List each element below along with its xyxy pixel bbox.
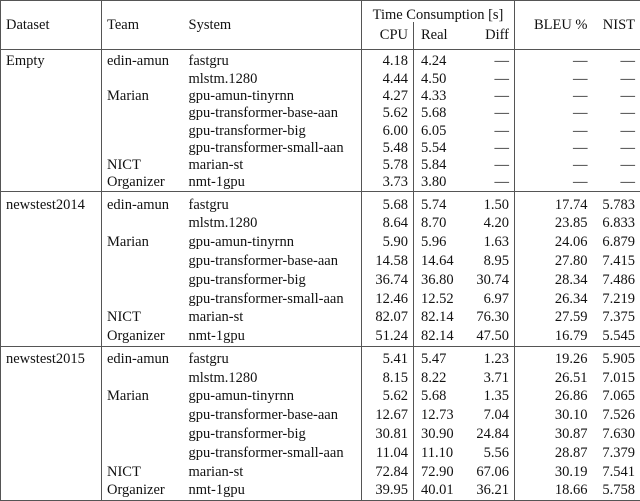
system-cell: gpu-transformer-big xyxy=(184,425,362,444)
real-cell: 82.14 xyxy=(414,327,464,346)
bleu-cell: — xyxy=(515,174,593,192)
dataset-cell xyxy=(1,214,102,233)
system-cell: gpu-transformer-base-aan xyxy=(184,252,362,271)
system-cell: nmt-1gpu xyxy=(184,481,362,500)
table-row xyxy=(1,122,640,139)
real-cell: 72.90 xyxy=(414,463,464,482)
table-row xyxy=(1,463,640,482)
diff-cell: 6.97 xyxy=(464,289,515,308)
diff-cell: — xyxy=(464,139,515,156)
nist-cell: 5.758 xyxy=(593,481,640,500)
table-row xyxy=(1,157,640,174)
dataset-cell xyxy=(1,481,102,500)
system-cell: marian-st xyxy=(184,157,362,174)
bleu-cell: — xyxy=(515,70,593,87)
dataset-cell xyxy=(1,425,102,444)
diff-cell: 24.84 xyxy=(464,425,515,444)
cpu-cell: 11.04 xyxy=(362,444,414,463)
diff-cell: 3.71 xyxy=(464,369,515,388)
nist-cell: — xyxy=(593,122,640,139)
system-cell: gpu-amun-tinyrnn xyxy=(184,233,362,252)
system-cell: marian-st xyxy=(184,308,362,327)
dataset-cell xyxy=(1,289,102,308)
bleu-cell: — xyxy=(515,50,593,71)
bleu-cell: 23.85 xyxy=(515,214,593,233)
cpu-cell: 51.24 xyxy=(362,327,414,346)
system-cell: fastgru xyxy=(184,346,362,368)
system-cell: marian-st xyxy=(184,463,362,482)
nist-cell: 5.783 xyxy=(593,192,640,214)
header-team: Team xyxy=(102,1,184,50)
team-cell: edin-amun xyxy=(102,50,184,71)
diff-cell: 1.63 xyxy=(464,233,515,252)
cpu-cell: 6.00 xyxy=(362,122,414,139)
header-system: System xyxy=(184,1,362,50)
dataset-cell xyxy=(1,70,102,87)
real-cell: 6.05 xyxy=(414,122,464,139)
diff-cell: 1.23 xyxy=(464,346,515,368)
nist-cell: — xyxy=(593,157,640,174)
nist-cell: 7.375 xyxy=(593,308,640,327)
header-time-consumption: Time Consumption [s] xyxy=(362,1,515,23)
table-row xyxy=(1,444,640,463)
cpu-cell: 8.15 xyxy=(362,369,414,388)
team-cell xyxy=(102,70,184,87)
real-cell: 5.54 xyxy=(414,139,464,156)
system-cell: fastgru xyxy=(184,50,362,71)
real-cell: 5.47 xyxy=(414,346,464,368)
diff-cell: 1.35 xyxy=(464,387,515,406)
bleu-cell: 18.66 xyxy=(515,481,593,500)
team-cell: Organizer xyxy=(102,174,184,192)
diff-cell: 8.95 xyxy=(464,252,515,271)
real-cell: 82.14 xyxy=(414,308,464,327)
system-cell: fastgru xyxy=(184,192,362,214)
bleu-cell: 28.34 xyxy=(515,271,593,290)
bleu-cell: — xyxy=(515,105,593,122)
nist-cell: 6.833 xyxy=(593,214,640,233)
real-cell: 40.01 xyxy=(414,481,464,500)
dataset-cell xyxy=(1,387,102,406)
system-cell: mlstm.1280 xyxy=(184,214,362,233)
system-cell: nmt-1gpu xyxy=(184,174,362,192)
table-row xyxy=(1,346,640,368)
table-row xyxy=(1,50,640,71)
real-cell: 5.74 xyxy=(414,192,464,214)
dataset-cell xyxy=(1,122,102,139)
nist-cell: 7.486 xyxy=(593,271,640,290)
nist-cell: 7.219 xyxy=(593,289,640,308)
system-cell: gpu-transformer-small-aan xyxy=(184,444,362,463)
bleu-cell: 30.10 xyxy=(515,406,593,425)
nist-cell: — xyxy=(593,174,640,192)
team-cell: NICT xyxy=(102,308,184,327)
section-1 xyxy=(1,192,640,346)
real-cell: 11.10 xyxy=(414,444,464,463)
nist-cell: 7.065 xyxy=(593,387,640,406)
real-cell: 8.70 xyxy=(414,214,464,233)
cpu-cell: 12.67 xyxy=(362,406,414,425)
real-cell: 8.22 xyxy=(414,369,464,388)
dataset-cell xyxy=(1,406,102,425)
section-2 xyxy=(1,346,640,500)
team-cell xyxy=(102,271,184,290)
dataset-cell xyxy=(1,369,102,388)
dataset-cell xyxy=(1,88,102,105)
diff-cell: — xyxy=(464,157,515,174)
team-cell xyxy=(102,406,184,425)
dataset-cell xyxy=(1,271,102,290)
system-cell: nmt-1gpu xyxy=(184,327,362,346)
table-row xyxy=(1,481,640,500)
diff-cell: — xyxy=(464,50,515,71)
table-row xyxy=(1,271,640,290)
dataset-cell xyxy=(1,252,102,271)
system-cell: gpu-transformer-big xyxy=(184,271,362,290)
team-cell xyxy=(102,105,184,122)
table-row xyxy=(1,289,640,308)
bleu-cell: — xyxy=(515,122,593,139)
cpu-cell: 82.07 xyxy=(362,308,414,327)
bleu-cell: — xyxy=(515,139,593,156)
diff-cell: 47.50 xyxy=(464,327,515,346)
diff-cell: — xyxy=(464,174,515,192)
team-cell xyxy=(102,289,184,308)
cpu-cell: 8.64 xyxy=(362,214,414,233)
nist-cell: — xyxy=(593,139,640,156)
cpu-cell: 4.27 xyxy=(362,88,414,105)
dataset-cell xyxy=(1,463,102,482)
nist-cell: 5.545 xyxy=(593,327,640,346)
nist-cell: — xyxy=(593,105,640,122)
team-cell xyxy=(102,444,184,463)
bleu-cell: 27.80 xyxy=(515,252,593,271)
nist-cell: — xyxy=(593,88,640,105)
real-cell: 5.84 xyxy=(414,157,464,174)
dataset-cell xyxy=(1,233,102,252)
nist-cell: 7.415 xyxy=(593,252,640,271)
nist-cell: 5.905 xyxy=(593,346,640,368)
table-row xyxy=(1,369,640,388)
dataset-cell xyxy=(1,157,102,174)
table-row xyxy=(1,252,640,271)
team-cell: Organizer xyxy=(102,327,184,346)
cpu-cell: 4.18 xyxy=(362,50,414,71)
system-cell: mlstm.1280 xyxy=(184,369,362,388)
bleu-cell: 17.74 xyxy=(515,192,593,214)
real-cell: 5.68 xyxy=(414,387,464,406)
bleu-cell: 19.26 xyxy=(515,346,593,368)
bleu-cell: — xyxy=(515,157,593,174)
team-cell: Marian xyxy=(102,88,184,105)
bleu-cell: 26.34 xyxy=(515,289,593,308)
table-row xyxy=(1,233,640,252)
team-cell xyxy=(102,139,184,156)
real-cell: 12.52 xyxy=(414,289,464,308)
real-cell: 3.80 xyxy=(414,174,464,192)
dataset-cell xyxy=(1,444,102,463)
bleu-cell: 26.51 xyxy=(515,369,593,388)
dataset-cell xyxy=(1,308,102,327)
bleu-cell: — xyxy=(515,88,593,105)
real-cell: 4.24 xyxy=(414,50,464,71)
bleu-cell: 27.59 xyxy=(515,308,593,327)
cpu-cell: 72.84 xyxy=(362,463,414,482)
nist-cell: 7.379 xyxy=(593,444,640,463)
dataset-cell xyxy=(1,139,102,156)
diff-cell: — xyxy=(464,105,515,122)
diff-cell: 1.50 xyxy=(464,192,515,214)
table-row xyxy=(1,327,640,346)
real-cell: 4.50 xyxy=(414,70,464,87)
diff-cell: — xyxy=(464,122,515,139)
nist-cell: 7.630 xyxy=(593,425,640,444)
bleu-cell: 30.19 xyxy=(515,463,593,482)
header-real: Real xyxy=(414,22,464,50)
diff-cell: 7.04 xyxy=(464,406,515,425)
cpu-cell: 4.44 xyxy=(362,70,414,87)
cpu-cell: 5.62 xyxy=(362,387,414,406)
nist-cell: 7.015 xyxy=(593,369,640,388)
diff-cell: 4.20 xyxy=(464,214,515,233)
table-row xyxy=(1,139,640,156)
header-diff: Diff xyxy=(464,22,515,50)
cpu-cell: 5.41 xyxy=(362,346,414,368)
bleu-cell: 30.87 xyxy=(515,425,593,444)
team-cell xyxy=(102,252,184,271)
dataset-cell xyxy=(1,327,102,346)
system-cell: gpu-transformer-base-aan xyxy=(184,105,362,122)
header-nist: NIST xyxy=(593,1,640,50)
bleu-cell: 28.87 xyxy=(515,444,593,463)
table-row xyxy=(1,406,640,425)
real-cell: 5.68 xyxy=(414,105,464,122)
team-cell: Marian xyxy=(102,387,184,406)
cpu-cell: 3.73 xyxy=(362,174,414,192)
bleu-cell: 26.86 xyxy=(515,387,593,406)
team-cell xyxy=(102,369,184,388)
system-cell: gpu-transformer-small-aan xyxy=(184,289,362,308)
team-cell xyxy=(102,122,184,139)
nist-cell: — xyxy=(593,50,640,71)
team-cell: Marian xyxy=(102,233,184,252)
table-row xyxy=(1,387,640,406)
team-cell: NICT xyxy=(102,463,184,482)
system-cell: gpu-transformer-base-aan xyxy=(184,406,362,425)
system-cell: mlstm.1280 xyxy=(184,70,362,87)
cpu-cell: 14.58 xyxy=(362,252,414,271)
team-cell: edin-amun xyxy=(102,192,184,214)
team-cell xyxy=(102,214,184,233)
diff-cell: 5.56 xyxy=(464,444,515,463)
table-row xyxy=(1,425,640,444)
cpu-cell: 39.95 xyxy=(362,481,414,500)
nist-cell: 7.541 xyxy=(593,463,640,482)
system-cell: gpu-transformer-small-aan xyxy=(184,139,362,156)
table-row xyxy=(1,174,640,192)
table-header xyxy=(1,1,640,50)
cpu-cell: 5.78 xyxy=(362,157,414,174)
table-row xyxy=(1,88,640,105)
dataset-cell xyxy=(1,105,102,122)
system-cell: gpu-amun-tinyrnn xyxy=(184,387,362,406)
diff-cell: 36.21 xyxy=(464,481,515,500)
diff-cell: 30.74 xyxy=(464,271,515,290)
cpu-cell: 5.90 xyxy=(362,233,414,252)
real-cell: 5.96 xyxy=(414,233,464,252)
team-cell: edin-amun xyxy=(102,346,184,368)
nist-cell: 7.526 xyxy=(593,406,640,425)
cpu-cell: 5.68 xyxy=(362,192,414,214)
system-cell: gpu-transformer-big xyxy=(184,122,362,139)
dataset-cell: newstest2014 xyxy=(1,192,102,214)
header-dataset: Dataset xyxy=(1,1,102,50)
real-cell: 4.33 xyxy=(414,88,464,105)
real-cell: 12.73 xyxy=(414,406,464,425)
diff-cell: — xyxy=(464,88,515,105)
real-cell: 36.80 xyxy=(414,271,464,290)
diff-cell: — xyxy=(464,70,515,87)
team-cell: Organizer xyxy=(102,481,184,500)
nist-cell: 6.879 xyxy=(593,233,640,252)
dataset-cell: newstest2015 xyxy=(1,346,102,368)
table-row xyxy=(1,308,640,327)
dataset-cell xyxy=(1,174,102,192)
cpu-cell: 5.48 xyxy=(362,139,414,156)
team-cell xyxy=(102,425,184,444)
cpu-cell: 12.46 xyxy=(362,289,414,308)
diff-cell: 67.06 xyxy=(464,463,515,482)
dataset-cell: Empty xyxy=(1,50,102,71)
system-cell: gpu-amun-tinyrnn xyxy=(184,88,362,105)
table-row xyxy=(1,192,640,214)
cpu-cell: 30.81 xyxy=(362,425,414,444)
table-row xyxy=(1,70,640,87)
table-row xyxy=(1,105,640,122)
section-0 xyxy=(1,50,640,192)
bleu-cell: 16.79 xyxy=(515,327,593,346)
header-bleu: BLEU % xyxy=(515,1,593,50)
cpu-cell: 36.74 xyxy=(362,271,414,290)
team-cell: NICT xyxy=(102,157,184,174)
real-cell: 30.90 xyxy=(414,425,464,444)
real-cell: 14.64 xyxy=(414,252,464,271)
header-cpu: CPU xyxy=(362,22,414,50)
diff-cell: 76.30 xyxy=(464,308,515,327)
table-row xyxy=(1,214,640,233)
bleu-cell: 24.06 xyxy=(515,233,593,252)
nist-cell: — xyxy=(593,70,640,87)
cpu-cell: 5.62 xyxy=(362,105,414,122)
